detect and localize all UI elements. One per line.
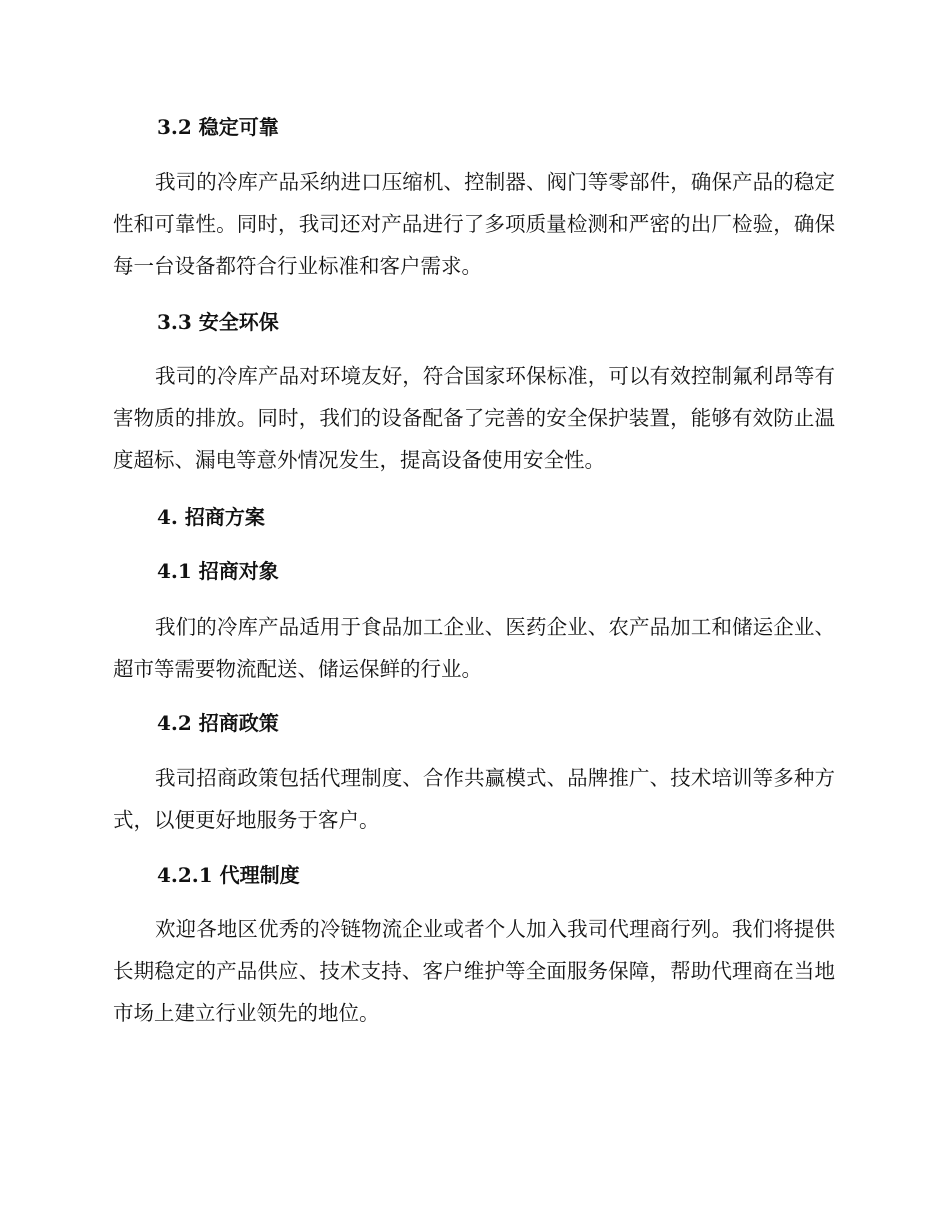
section-paragraph-4-1: 我们的冷库产品适用于食品加工企业、医药企业、农产品加工和储运企业、超市等需要物流配送、储运保鲜的行业。 — [113, 615, 835, 681]
section-paragraph-3-3: 我司的冷库产品对环境友好，符合国家环保标准，可以有效控制氟利昂等有害物质的排放。同时，我们的设备配备了完善的安全保护装置，能够有效防止温度超标、漏电等意外情况发生，提高设备使用安全性。 — [113, 364, 835, 472]
section-paragraph-3-2: 我司的冷库产品采纳进口压缩机、控制器、阀门等零部件，确保产品的稳定性和可靠性。同时，我司还对产品进行了多项质量检测和严密的出厂检验，确保每一台设备都符合行业标准和客户需求。 — [113, 170, 835, 278]
section-heading-3-3: 3.3 安全环保 — [157, 310, 279, 334]
section-heading-3-2: 3.2 稳定可靠 — [157, 115, 279, 139]
section-heading-4-1: 4.1 招商对象 — [157, 559, 279, 583]
section-heading-4-2-1: 4.2.1 代理制度 — [157, 863, 300, 887]
section-paragraph-4-2-1: 欢迎各地区优秀的冷链物流企业或者个人加入我司代理商行列。我们将提供长期稳定的产品供应、技术支持、客户维护等全面服务保障，帮助代理商在当地市场上建立行业领先的地位。 — [113, 917, 835, 1025]
section-heading-4: 4. 招商方案 — [157, 505, 265, 529]
section-heading-4-2: 4.2 招商政策 — [157, 711, 279, 735]
section-paragraph-4-2: 我司招商政策包括代理制度、合作共赢模式、品牌推广、技术培训等多种方式，以便更好地服务于客户。 — [113, 766, 835, 832]
